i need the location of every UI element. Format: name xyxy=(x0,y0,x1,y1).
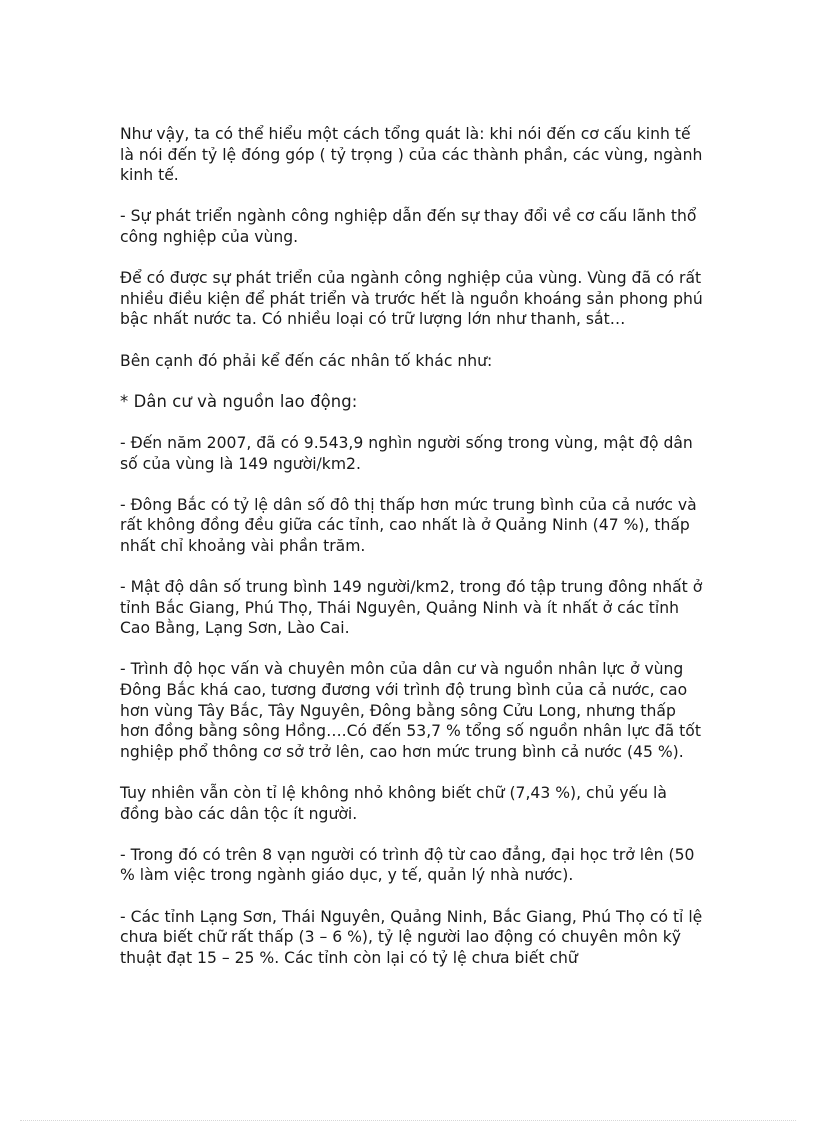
paragraph-11: - Trong đó có trên 8 vạn người có trình độ từ cao đẳng, đại học trở lên (50 % làm việc trong ngành giáo dục, y tế, quản lý nhà nước). xyxy=(120,845,695,885)
paragraph-9: - Trình độ học vấn và chuyên môn của dân cư và nguồn nhân lực ở vùng Đông Bắc khá cao, tương đương với trình độ trung bình của cả nước, cao hơn vùng Tây Bắc, Tây Nguyên, Đông bằng sông Cửu Long, nhưng thấp hơn đồng bằng sông Hồng….Có đến 53,7 % tổng số nguồn nhân lực đã tốt nghiệp phổ thông cơ sở trở lên, cao hơn mức trung bình cả nước (45 %). xyxy=(120,660,701,761)
paragraph-1: Như vậy, ta có thể hiểu một cách tổng quát là: khi nói đến cơ cấu kinh tế là nói đến tỷ lệ đóng góp ( tỷ trọng ) của các thành phần, các vùng, ngành kinh tế. xyxy=(120,125,703,185)
paragraph-8: - Mật độ dân số trung bình 149 người/km2, trong đó tập trung đông nhất ở tỉnh Bắc Giang, Phú Thọ, Thái Nguyên, Quảng Ninh và ít nhất ở các tỉnh Cao Bằng, Lạng Sơn, Lào Cai. xyxy=(120,578,703,638)
document-body xyxy=(120,124,705,989)
page-bottom-divider xyxy=(20,1120,796,1121)
paragraph-10: Tuy nhiên vẫn còn tỉ lệ không nhỏ không biết chữ (7,43 %), chủ yếu là đồng bào các dân tộc ít người. xyxy=(120,784,667,823)
paragraph-4: Bên cạnh đó phải kể đến các nhân tố khác như: xyxy=(120,351,493,370)
paragraph-12: - Các tỉnh Lạng Sơn, Thái Nguyên, Quảng Ninh, Bắc Giang, Phú Thọ có tỉ lệ chưa biết chữ rất thấp (3 – 6 %), tỷ lệ người lao động có chuyên môn kỹ thuật đạt 15 – 25 %. Các tỉnh còn lại có tỷ lệ chưa biết chữ xyxy=(120,907,703,967)
paragraph-6: - Đến năm 2007, đã có 9.543,9 nghìn người sống trong vùng, mật độ dân số của vùng là 149 người/km2. xyxy=(120,433,693,473)
paragraph-2: - Sự phát triển ngành công nghiệp dẫn đến sự thay đổi về cơ cấu lãnh thổ công nghiệp của vùng. xyxy=(120,207,697,246)
paragraph-3: Để có được sự phát triển của ngành công nghiệp của vùng. Vùng đã có rất nhiều điều kiện để phát triển và trước hết là nguồn khoáng sản phong phú bậc nhất nước ta. Có nhiều loại có trữ lượng lớn như thanh, sắt… xyxy=(120,269,703,329)
section-heading: * Dân cư và nguồn lao động: xyxy=(120,391,358,411)
paragraph-7: - Đông Bắc có tỷ lệ dân số đô thị thấp hơn mức trung bình của cả nước và rất không đồng đều giữa các tỉnh, cao nhất là ở Quảng Ninh (47 %), thấp nhất chỉ khoảng vài phần trăm. xyxy=(120,495,697,555)
